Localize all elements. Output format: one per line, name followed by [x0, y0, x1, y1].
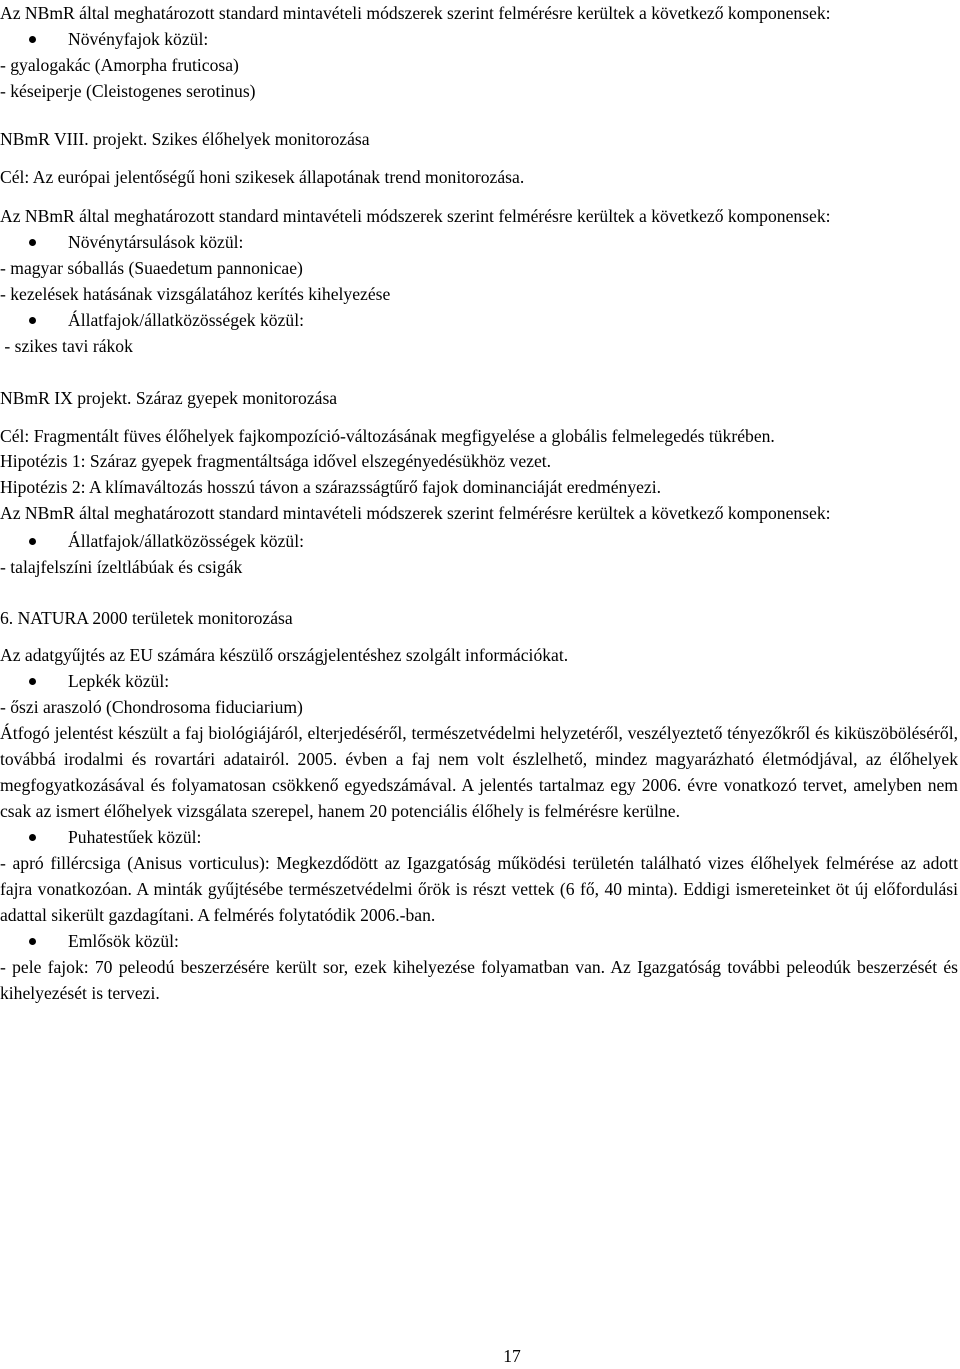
project-goal-viii: Cél: Az európai jelentőségű honi szikesek állapotának trend monitorozása. [0, 167, 525, 187]
hypothesis-2: Hipotézis 2: A klímaváltozás hosszú távon a szárazsságtűrő fajok dominanciáját eredményezi. [0, 477, 662, 497]
project-heading-ix: NBmR IX projekt. Száraz gyepek monitorozása [0, 388, 338, 408]
paragraph-mollusc-survey: - apró fillércsiga (Anisus vorticulus): Megkezdődött az Igazgatóság működési területén található vizes élőhelyek felmérése az adott fajra vonatkozóan. A minták gyűjtésébe természetvédelmi őrök is részt vettek (6 fő, 40 minta). Eddigi ismereteinket öt új előfordulási adattal sikerült gazdagítani. A felmérés folytatódik 2006.-ban. [0, 853, 958, 925]
bullet-plants: Növényfajok közül: [0, 26, 958, 52]
species-line: - késeiperje (Cleistogenes serotinus) [0, 81, 256, 101]
bullet-molluscs: Puhatestűek közül: [0, 824, 958, 850]
bullet-animals: Állatfajok/állatközösségek közül: [0, 528, 958, 554]
bullet-plant-associations: Növénytársulások közül: [0, 229, 958, 255]
paragraph-dormice: - pele fajok: 70 peleodú beszerzésére került sor, ezek kihelyezése folyamatban van. Az Igazgatóság további peleodúk beszerzését és kihelyezését is tervezi. [0, 957, 958, 1003]
hypothesis-1: Hipotézis 1: Száraz gyepek fragmentáltsága idővel elszegényedésükhöz vezet. [0, 451, 552, 471]
component-line: - kezelések hatásának vizsgálatához kerítés kihelyezése [0, 284, 391, 304]
bullet-dot-icon [29, 36, 36, 43]
component-line: - magyar sóballás (Suaedetum pannonicae) [0, 258, 303, 278]
project-heading-viii: NBmR VIII. projekt. Szikes élőhelyek monitorozása [0, 129, 370, 149]
paragraph-butterfly-report: Átfogó jelentést készült a faj biológiájáról, elterjedéséről, természetvédelmi helyzetéről, veszélyeztető tényezőkről és kiküszöböléséről, továbbá irodalmi és rovartári adatairól. 2005. évben a faj nem volt észlelhető, mindez magyarázható életmódjával, az élőhelyek megfogyatkozásával és folyamatosan csökkenő egyedszámával. A jelentés tartalmaz egy 2006. évre vonatkozó tervet, amelyben nem csak az ismert élőhelyek vizsgálata szerepel, hanem 20 potenciális élőhely is felmérésre kerülne. [0, 723, 958, 821]
component-line: - talajfelszíni ízeltlábúak és csigák [0, 557, 243, 577]
bullet-dot-icon [29, 678, 36, 685]
project-goal-ix: Cél: Fragmentált füves élőhelyek fajkompozíció-változásának megfigyelése a globális felmelegedés tükrében. [0, 426, 775, 446]
species-line: - őszi araszoló (Chondrosoma fiduciarium) [0, 697, 303, 717]
section-heading-natura: 6. NATURA 2000 területek monitorozása [0, 608, 293, 628]
bullet-dot-icon [29, 317, 36, 324]
bullet-animals: Állatfajok/állatközösségek közül: [0, 307, 958, 333]
page-number: 17 [503, 1346, 521, 1366]
species-line: - gyalogakác (Amorpha fruticosa) [0, 55, 239, 75]
components-intro-2: Az NBmR által meghatározott standard mintavételi módszerek szerint felmérésre kerültek a következő komponensek: [0, 206, 831, 226]
bullet-dot-icon [29, 538, 36, 545]
natura-intro: Az adatgyűjtés az EU számára készülő országjelentéshez szolgált információkat. [0, 645, 569, 665]
bullet-butterflies: Lepkék közül: [0, 668, 958, 694]
components-intro-1: Az NBmR által meghatározott standard mintavételi módszerek szerint felmérésre kerültek a következő komponensek: [0, 3, 831, 23]
component-line: - szikes tavi rákok [0, 336, 133, 356]
bullet-dot-icon [29, 938, 36, 945]
components-intro-3: Az NBmR által meghatározott standard mintavételi módszerek szerint felmérésre kerültek a következő komponensek: [0, 503, 831, 523]
bullet-mammals: Emlősök közül: [0, 928, 958, 954]
bullet-dot-icon [29, 834, 36, 841]
bullet-dot-icon [29, 239, 36, 246]
